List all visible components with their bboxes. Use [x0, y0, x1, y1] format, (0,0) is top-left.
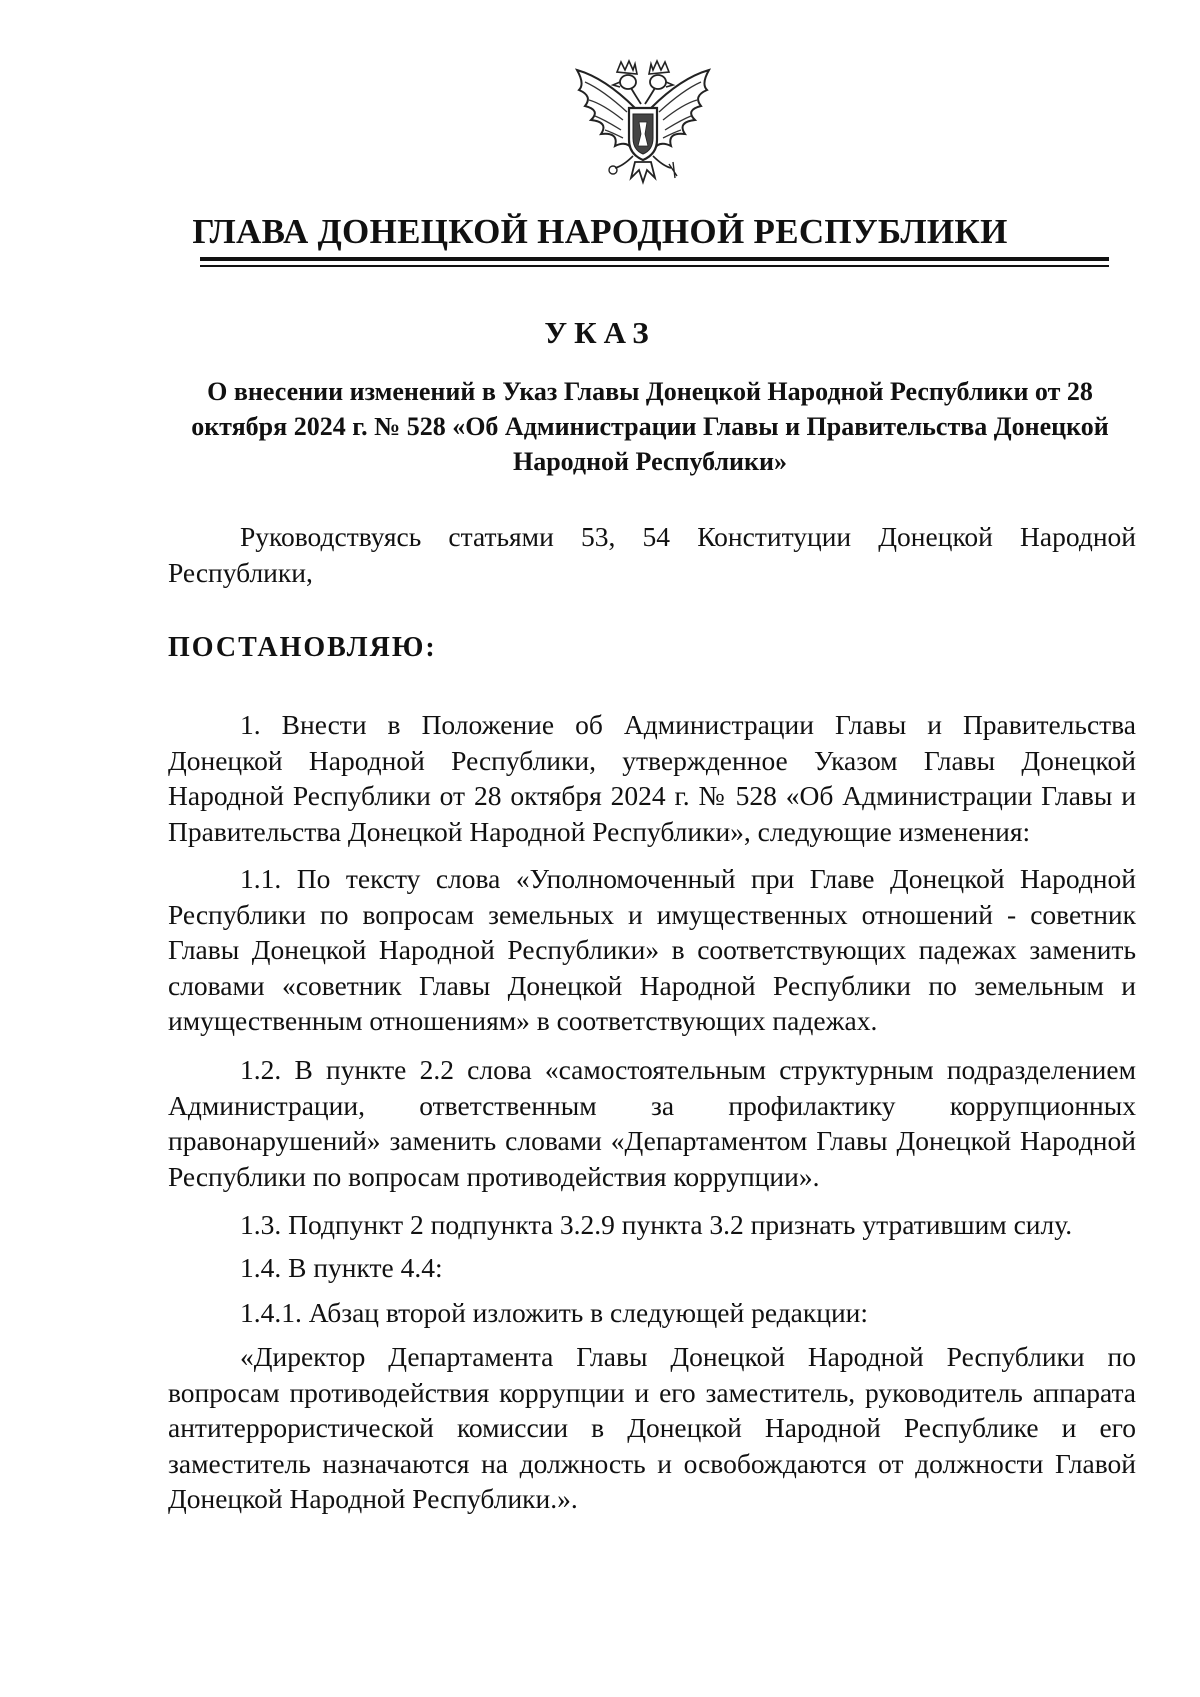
- header-divider-thin: [200, 265, 1109, 267]
- paragraph-1-1: 1.1. По тексту слова «Уполномоченный при Главе Донецкой Народной Республики по вопросам земельных и имущественных отношений - советник Главы Донецкой Народной Республики» в соответствующих падежах заменить словами «советник Главы Донецкой Народной Республики по земельным и имущественным отношениям» в соответствующих падежах.: [168, 863, 1136, 1036]
- decree-word: ПОСТАНОВЛЯЮ:: [168, 632, 437, 663]
- quoted-paragraph: «Директор Департамента Главы Донецкой Народной Республики по вопросам противодействия коррупции и его заместитель, руководитель аппарата антитеррористической комиссии в Донецкой Народной Республике и его заместитель назначаются на должность и освобождаются от должности Главой Донецкой Народной Республики.».: [168, 1341, 1136, 1514]
- paragraph-1: 1. Внести в Положение об Администрации Главы и Правительства Донецкой Народной Республики, утвержденное Указом Главы Донецкой Народной Республики от 28 октября 2024 г. № 528 «Об Администрации Главы и Правительства Донецкой Народной Республики», следующие изменения:: [168, 709, 1136, 847]
- paragraph-1-4: 1.4. В пункте 4.4:: [240, 1252, 443, 1283]
- preamble: Руководствуясь статьями 53, 54 Конституции Донецкой Народной Республики,: [168, 521, 1136, 588]
- double-headed-eagle-coat-of-arms-icon: [565, 58, 720, 198]
- header-divider-thick: [200, 257, 1109, 261]
- document-type: УКАЗ: [544, 315, 656, 350]
- document-title: О внесении изменений в Указ Главы Донецкой Народной Республики от 28 октября 2024 г. № 528 «Об Администрации Главы и Правительства Донецкой Народной Республики»: [191, 377, 1109, 476]
- organization-header: ГЛАВА ДОНЕЦКОЙ НАРОДНОЙ РЕСПУБЛИКИ: [192, 212, 1008, 251]
- paragraph-1-3: 1.3. Подпункт 2 подпункта 3.2.9 пункта 3.2 признать утратившим силу.: [240, 1209, 1073, 1240]
- paragraph-1-4-1: 1.4.1. Абзац второй изложить в следующей редакции:: [240, 1297, 869, 1328]
- paragraph-1-2: 1.2. В пункте 2.2 слова «самостоятельным структурным подразделением Администрации, ответственным за профилактику коррупционных правонарушений» заменить словами «Департаментом Главы Донецкой Народной Республики по вопросам противодействия коррупции».: [168, 1054, 1136, 1192]
